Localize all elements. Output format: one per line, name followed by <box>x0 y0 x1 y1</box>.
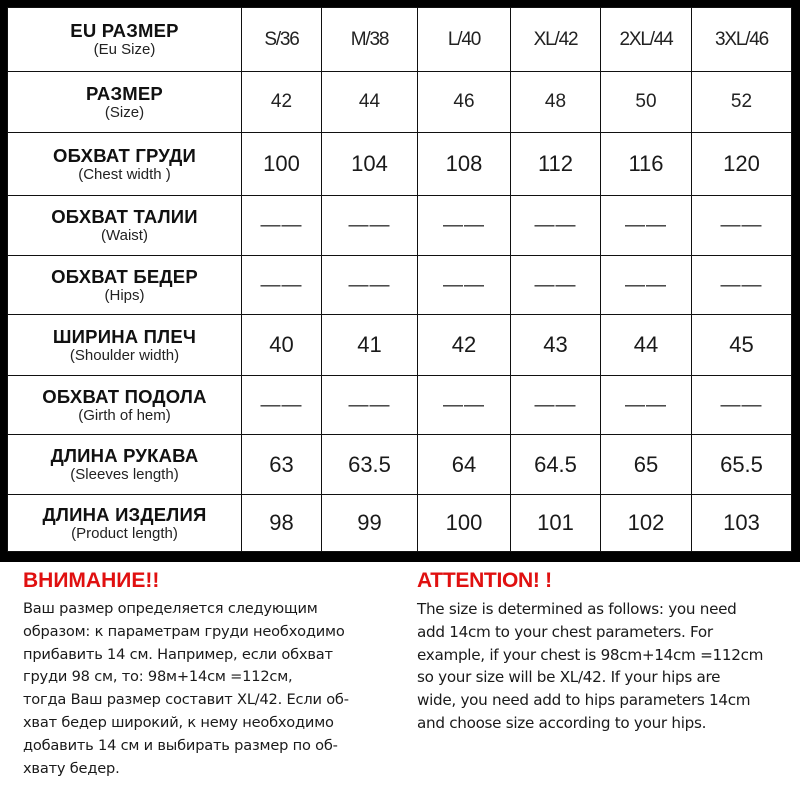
table-cell: 42 <box>418 315 511 376</box>
table-cell: —— <box>242 256 322 315</box>
note-line: хвату бедер. <box>23 759 120 777</box>
table-row <box>8 196 792 256</box>
attention-note-ru <box>23 568 413 780</box>
row-label-ru: ОБХВАТ ТАЛИИ <box>51 206 198 227</box>
table-cell: 98 <box>242 495 322 552</box>
row-label-en: (Waist) <box>101 227 148 244</box>
table-cell: 65 <box>601 435 692 495</box>
column-header: M/38 <box>322 8 418 72</box>
table-cell: 43 <box>511 315 601 376</box>
row-label-en: (Eu Size) <box>93 41 156 58</box>
table-cell: —— <box>242 196 322 256</box>
row-label-ru: ОБХВАТ ПОДОЛА <box>42 385 207 407</box>
table-cell: 40 <box>242 315 322 376</box>
row-label-ru: ДЛИНА РУКАВА <box>50 445 199 466</box>
row-label <box>8 196 242 256</box>
column-header: S/36 <box>242 8 322 72</box>
row-label-en: (Hips) <box>104 286 145 304</box>
table-cell: 104 <box>322 133 418 196</box>
table-cell: —— <box>601 196 692 256</box>
table-cell: —— <box>322 376 418 435</box>
table-cell: 99 <box>322 495 418 552</box>
table-cell: —— <box>511 196 601 256</box>
table-cell: 64 <box>418 435 511 495</box>
table-row <box>8 256 792 315</box>
table-cell: 102 <box>601 495 692 552</box>
table-cell: 108 <box>418 133 511 196</box>
row-label-ru: ДЛИНА ИЗДЕЛИЯ <box>42 503 207 525</box>
table-cell: 65.5 <box>692 435 792 495</box>
table-cell: 50 <box>601 72 692 133</box>
row-label-en: (Sleeves length) <box>70 466 179 483</box>
row-label-en: (Chest width ) <box>78 165 171 183</box>
note-line: образом: к параметрам груди необходимо <box>23 622 345 640</box>
table-cell: —— <box>322 256 418 315</box>
table-cell: —— <box>322 196 418 256</box>
table-row <box>8 133 792 196</box>
row-label-en: (Product length) <box>71 524 178 542</box>
table-cell: 101 <box>511 495 601 552</box>
note-line: example, if your chest is 98cm+14cm =112cm <box>417 645 764 664</box>
table-cell: 48 <box>511 72 601 133</box>
note-line: The size is determined as follows: you need <box>417 600 737 618</box>
table-cell: 63.5 <box>322 435 418 495</box>
table-cell: 100 <box>242 133 322 196</box>
table-cell: —— <box>692 256 792 315</box>
table-cell: 63 <box>242 435 322 495</box>
note-line: хват бедер широкий, к нему необходимо <box>23 713 334 731</box>
table-cell: 112 <box>511 133 601 196</box>
row-label-en: (Size) <box>104 103 145 121</box>
row-label <box>8 72 242 133</box>
note-line: Ваш размер определяется следующим <box>23 600 318 617</box>
row-label-ru: РАЗМЕР <box>86 82 163 104</box>
attention-title-ru: ВНИМАНИЕ!! <box>23 569 160 592</box>
row-label-en: (Girth of hem) <box>78 406 171 424</box>
table-cell: 52 <box>692 72 792 133</box>
column-header: XL/42 <box>511 8 601 72</box>
size-chart-table <box>7 7 792 552</box>
attention-note-en <box>417 568 800 735</box>
column-header: 2XL/44 <box>601 8 692 72</box>
row-label <box>8 376 242 435</box>
column-header: L/40 <box>418 8 511 72</box>
table-cell: 103 <box>692 495 792 552</box>
table-cell: —— <box>418 256 511 315</box>
table-row <box>8 495 792 552</box>
row-label-ru: EU РАЗМЕР <box>70 20 179 41</box>
row-label-ru: ШИРИНА ПЛЕЧ <box>52 325 197 347</box>
table-cell: —— <box>418 376 511 435</box>
column-header: 3XL/46 <box>692 8 792 72</box>
table-cell: 45 <box>692 315 792 376</box>
table-row <box>8 315 792 376</box>
table-cell: 100 <box>418 495 511 552</box>
table-cell: 120 <box>692 133 792 196</box>
note-line: добавить 14 см и выбирать размер по об- <box>23 736 338 754</box>
table-cell: 116 <box>601 133 692 196</box>
table-row <box>8 435 792 495</box>
table-row <box>8 376 792 435</box>
row-label <box>8 8 242 72</box>
table-cell: —— <box>418 196 511 256</box>
table-cell: —— <box>692 196 792 256</box>
table-cell: 44 <box>601 315 692 376</box>
note-line: тогда Ваш размер составит XL/42. Если об- <box>23 691 349 709</box>
table-cell: —— <box>692 376 792 435</box>
table-cell: —— <box>242 376 322 435</box>
row-label <box>8 435 242 495</box>
table-cell: —— <box>511 256 601 315</box>
row-label <box>8 256 242 315</box>
row-label-en: (Shoulder width) <box>69 346 180 364</box>
note-line: груди 98 см, то: 98м+14см =112см, <box>23 668 293 686</box>
table-cell: 41 <box>322 315 418 376</box>
attention-title-en: ATTENTION! ! <box>417 569 552 592</box>
table-cell: 42 <box>242 72 322 133</box>
table-row <box>8 72 792 133</box>
row-label <box>8 495 242 552</box>
row-label <box>8 133 242 196</box>
table-cell: 46 <box>418 72 511 133</box>
note-line: add 14cm to your chest parameters. For <box>417 622 713 641</box>
table-cell: —— <box>601 376 692 435</box>
header-row <box>8 8 792 72</box>
table-cell: —— <box>601 256 692 315</box>
row-label-ru: ОБХВАТ БЕДЕР <box>51 265 198 287</box>
row-label <box>8 315 242 376</box>
table-cell: 64.5 <box>511 435 601 495</box>
note-line: прибавить 14 см. Например, если обхват <box>23 645 333 663</box>
table-cell: —— <box>511 376 601 435</box>
note-line: so your size will be XL/42. If your hips are <box>417 668 721 687</box>
note-line: and choose size according to your hips. <box>417 713 707 732</box>
table-cell: 44 <box>322 72 418 133</box>
row-label-ru: ОБХВАТ ГРУДИ <box>53 144 196 166</box>
note-line: wide, you need add to hips parameters 14cm <box>417 691 751 710</box>
